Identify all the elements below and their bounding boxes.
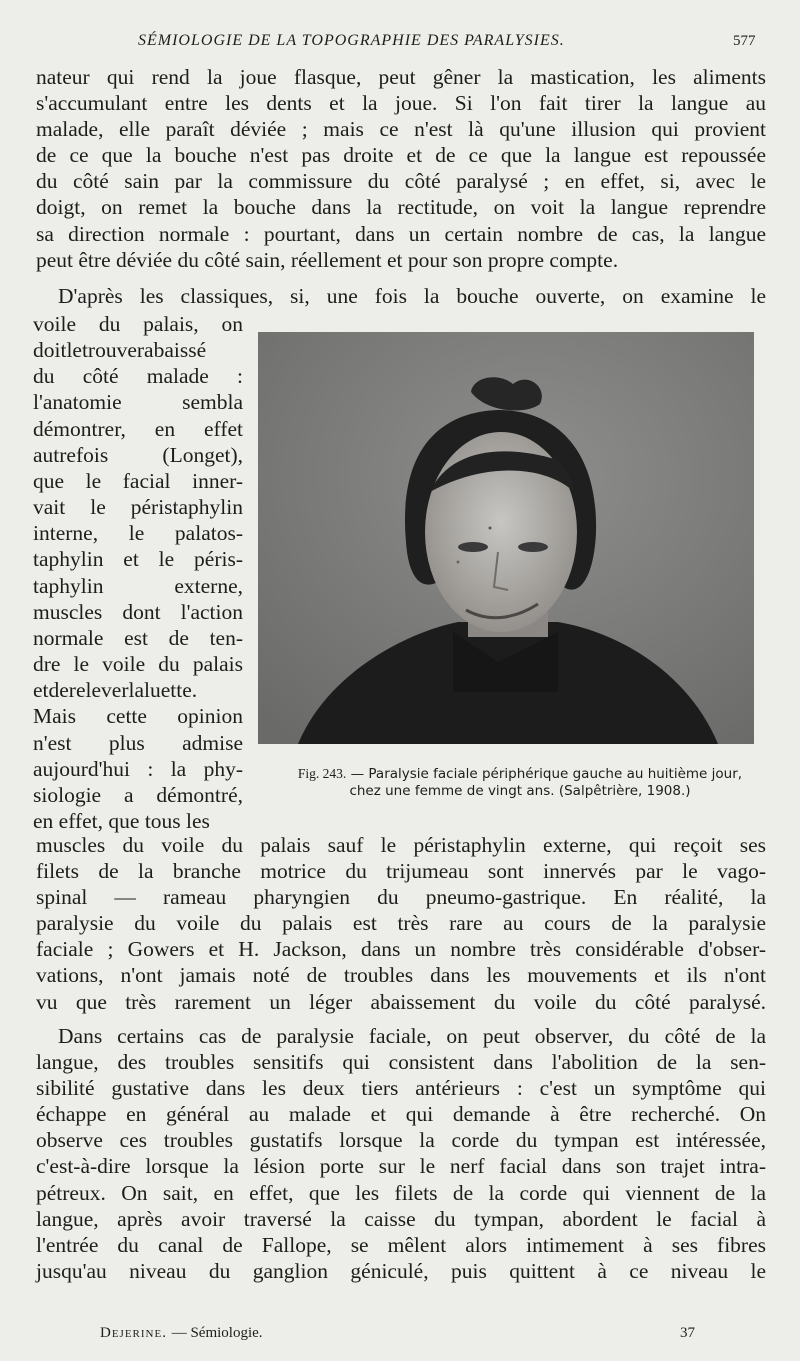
text-line: sa direction normale : pourtant, dans un certain nombre de cas, la langue — [36, 221, 766, 246]
text-line: c'est-à-dire lorsque la lésion porte sur le nerf facial dans son trajet intra- — [36, 1154, 766, 1179]
footer-author: Dejerine. — Sémiologie. — [100, 1325, 263, 1341]
text-line: vations, n'ont jamais noté de troubles dans les mouvements et ils n'ont — [36, 963, 766, 988]
text-line: pétreux. On sait, en effet, que les filets de la corde qui viennent de la — [36, 1180, 766, 1205]
caption-line-2: chez une femme de vingt ans. (Salpêtrière, 1908.) — [349, 783, 691, 799]
text-line: nateur qui rend la joue flasque, peut gêner la mastication, les aliments — [36, 65, 766, 89]
text-line: voile du palais, on — [33, 312, 243, 336]
text-line: peut être déviée du côté sain, réellement et pour son propre compte. — [36, 247, 619, 272]
text-line: du côté sain par la commissure du côté paralysé ; en effet, si, avec le — [36, 169, 766, 194]
signature-mark: 37 — [680, 1325, 695, 1341]
text-line: que le facial inner- — [33, 468, 243, 493]
page-number: 577 — [733, 33, 756, 49]
text-line: taphylin et le péris- — [33, 547, 243, 572]
paragraph-voile-first-line — [58, 283, 766, 309]
text-line: l'entrée du canal de Fallope, se mêlent alors intimement à ses fibres — [36, 1232, 766, 1257]
text-line: sibilité gustative dans les deux tiers antérieurs : c'est un symptôme qui — [36, 1076, 766, 1101]
text-line: autrefois (Longet), — [33, 442, 243, 467]
portrait-illustration — [258, 332, 754, 744]
text-line: langue, après avoir traversé la caisse du tympan, abordent le facial à — [36, 1206, 766, 1231]
text-line: taphylin externe, — [33, 573, 243, 598]
patient-portrait-photo — [258, 332, 754, 744]
text-line: observe ces troubles gustatifs lorsque la corde du tympan est intéressée, — [36, 1128, 766, 1153]
text-line: normale est de ten- — [33, 625, 243, 650]
text-line: du côté malade : — [33, 364, 243, 389]
text-line: démontrer, en effet — [33, 416, 243, 441]
text-line: s'accumulant entre les dents et la joue. Si l'on fait tirer la langue au — [36, 91, 766, 116]
wrapped-text-column — [33, 311, 243, 834]
paragraph-voile-continued — [36, 832, 766, 1015]
text-line: interne, le palatos- — [33, 521, 243, 546]
paragraph-mastication — [36, 64, 766, 273]
text-line: jusqu'au niveau du ganglion géniculé, puis quittent à ce niveau le — [36, 1258, 766, 1283]
text-line: paralysie du voile du palais est très rare au cours de la paralysie — [36, 911, 766, 936]
paragraph-gustation — [36, 1023, 766, 1284]
text-line: aujourd'hui : la phy- — [33, 756, 243, 781]
text-line: faciale ; Gowers et H. Jackson, dans un nombre très considérable d'obser- — [36, 937, 766, 962]
text-line: doigt, on remet la bouche dans la rectitude, on voit la langue reprendre — [36, 195, 766, 220]
running-title: SÉMIOLOGIE DE LA TOPOGRAPHIE DES PARALYSIES. — [138, 32, 565, 49]
text-line: en effet, que tous les — [33, 808, 210, 833]
text-line: siologie a démontré, — [33, 782, 243, 807]
text-line: vait le péristaphylin — [33, 495, 243, 520]
text-line: D'après les classiques, si, une fois la bouche ouverte, on examine le — [58, 284, 766, 308]
page-footer — [0, 1325, 800, 1345]
text-line: n'est plus admise — [33, 730, 243, 755]
text-line: filets de la branche motrice du trijumeau sont innervés par le vago- — [36, 859, 766, 884]
text-line: malade, elle paraît déviée ; mais ce n'est là qu'une illusion qui provient — [36, 117, 766, 142]
text-line: l'anatomie sembla — [33, 390, 243, 415]
figure-label: Fig. 243. — [297, 766, 347, 781]
text-line: spinal — rameau pharyngien du pneumo-gastrique. En réalité, la — [36, 885, 766, 910]
text-line: de ce que la bouche n'est pas droite et de ce que la langue est repoussée — [36, 143, 766, 168]
text-line: échappe en général au malade et qui demande à être recherché. On — [36, 1102, 766, 1127]
figure-caption — [270, 765, 770, 800]
text-line: doitletrouverabaissé — [33, 338, 207, 363]
text-line: muscles dont l'action — [33, 599, 243, 624]
text-line: dre le voile du palais — [33, 652, 243, 677]
text-line: Dans certains cas de paralysie faciale, on peut observer, du côté de la — [58, 1024, 766, 1048]
text-line: muscles du voile du palais sauf le péristaphylin externe, qui reçoit ses — [36, 833, 766, 857]
text-line: vu que très rarement un léger abaissement du voile du côté paralysé. — [36, 989, 766, 1014]
text-line: etdereleverlaluette. — [33, 678, 198, 703]
text-line: langue, des troubles sensitifs qui consistent dans l'abolition de la sen- — [36, 1050, 766, 1075]
text-line: Mais cette opinion — [33, 704, 243, 729]
caption-line-1: Fig. 243. — Paralysie faciale périphérique gauche au huitième jour, — [297, 766, 743, 782]
running-header — [0, 32, 800, 54]
